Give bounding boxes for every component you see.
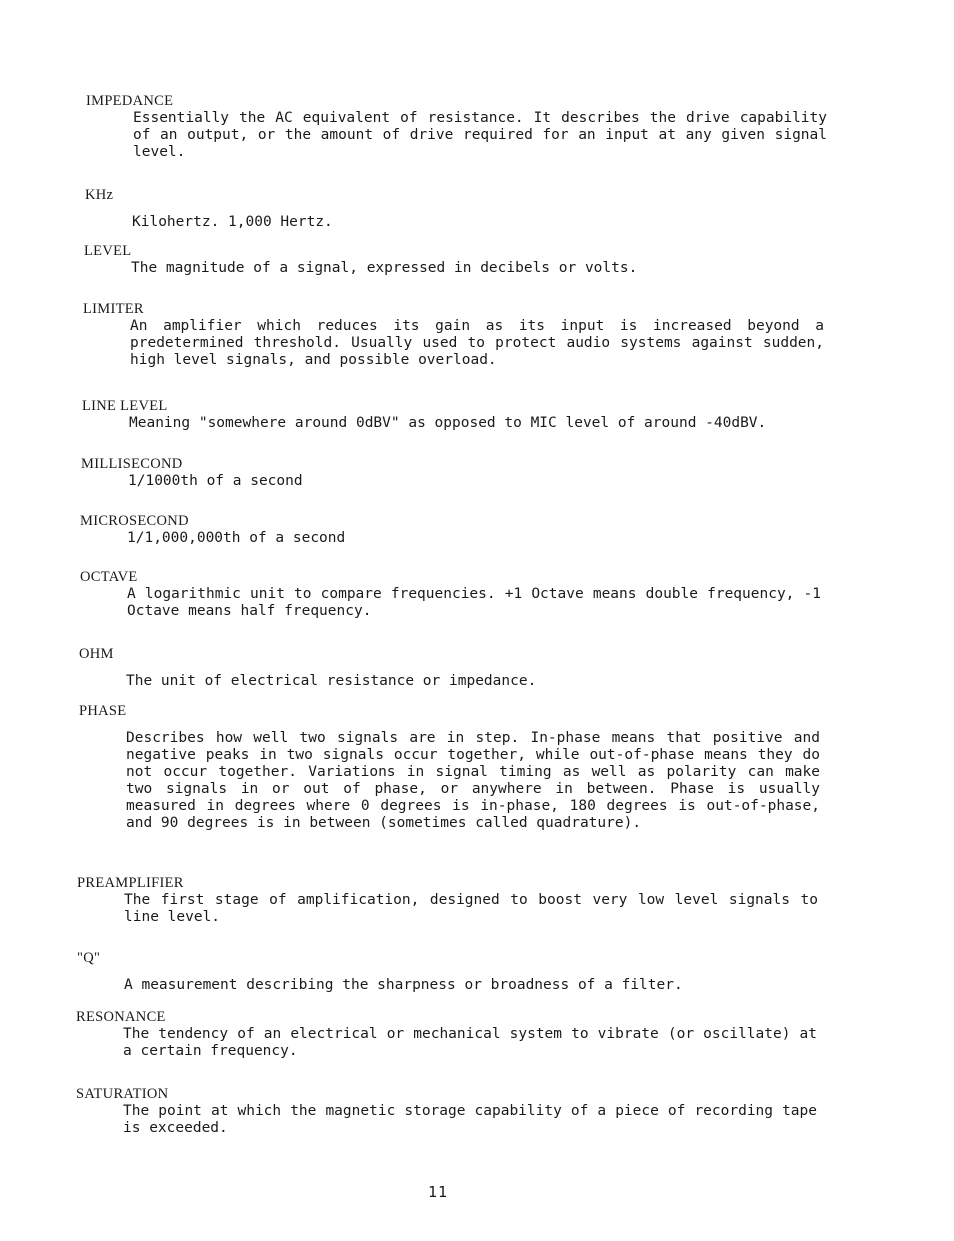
glossary-definition: The first stage of amplification, designed to boost very low level signals to line level.: [124, 892, 818, 925]
glossary-term: LEVEL: [84, 243, 132, 259]
glossary-definition: Meaning "somewhere around 0dBV" as opposed to MIC level of around -40dBV.: [129, 415, 767, 431]
glossary-entry-line-level: [82, 397, 842, 432]
glossary-term: MILLISECOND: [81, 456, 183, 472]
glossary-definition: 1/1000th of a second: [128, 473, 303, 489]
glossary-entry-microsecond: [80, 512, 840, 547]
glossary-term: MICROSECOND: [80, 513, 189, 529]
glossary-definition: The magnitude of a signal, expressed in decibels or volts.: [131, 260, 638, 276]
glossary-entry-khz: [85, 186, 845, 231]
page-number: 11: [428, 1183, 449, 1201]
glossary-entry-ohm: [79, 645, 839, 690]
glossary-entry-resonance: [76, 1008, 836, 1060]
glossary-entry-preamplifier: [77, 874, 837, 926]
glossary-definition: The unit of electrical resistance or impedance.: [126, 673, 537, 689]
glossary-definition: Describes how well two signals are in step. In-phase means that positive and negative peaks in two signals occur together, while out-of-phase means they do not occur together. Variations in signal timing as well as polarity can make two signals in or out of phase, or anywhere in between. Phase is usually measured in degrees where 0 degrees is in-phase, 180 degrees is out-of-phase, and 90 degrees is in between (sometimes called quadrature).: [126, 730, 820, 831]
glossary-definition: 1/1,000,000th of a second: [127, 530, 346, 546]
glossary-entry-level: [84, 242, 844, 277]
glossary-term: SATURATION: [76, 1086, 169, 1102]
glossary-entry-millisecond: [81, 455, 841, 490]
glossary-entry-q: [77, 949, 837, 994]
glossary-term: PREAMPLIFIER: [77, 875, 184, 891]
glossary-term: LINE LEVEL: [82, 398, 168, 414]
glossary-entry-limiter: [83, 300, 843, 369]
glossary-entry-impedance: [86, 92, 846, 161]
glossary-definition: Kilohertz. 1,000 Hertz.: [132, 214, 333, 230]
glossary-definition: A measurement describing the sharpness or broadness of a filter.: [124, 977, 683, 993]
glossary-definition: An amplifier which reduces its gain as its input is increased beyond a predetermined threshold. Usually used to protect audio systems against sudden, high level signals, and possible overload.: [130, 318, 824, 368]
glossary-term: OHM: [79, 646, 114, 662]
glossary-term: KHz: [85, 187, 114, 203]
glossary-entry-phase: [79, 702, 839, 832]
glossary-term: RESONANCE: [76, 1009, 166, 1025]
glossary-term: OCTAVE: [80, 569, 138, 585]
glossary-term: IMPEDANCE: [86, 93, 174, 109]
glossary-definition: The point at which the magnetic storage capability of a piece of recording tape is exceeded.: [123, 1103, 817, 1136]
glossary-term: PHASE: [79, 703, 127, 719]
glossary-definition: The tendency of an electrical or mechanical system to vibrate (or oscillate) at a certain frequency.: [123, 1026, 817, 1059]
glossary-entry-octave: [80, 568, 840, 620]
glossary-entry-saturation: [76, 1085, 836, 1137]
glossary-definition: A logarithmic unit to compare frequencies. +1 Octave means double frequency, -1 Octave means half frequency.: [127, 586, 821, 619]
glossary-definition: Essentially the AC equivalent of resistance. It describes the drive capability of an output, or the amount of drive required for an input at any given signal level.: [133, 110, 827, 160]
glossary-term: "Q": [77, 950, 101, 966]
glossary-term: LIMITER: [83, 301, 144, 317]
